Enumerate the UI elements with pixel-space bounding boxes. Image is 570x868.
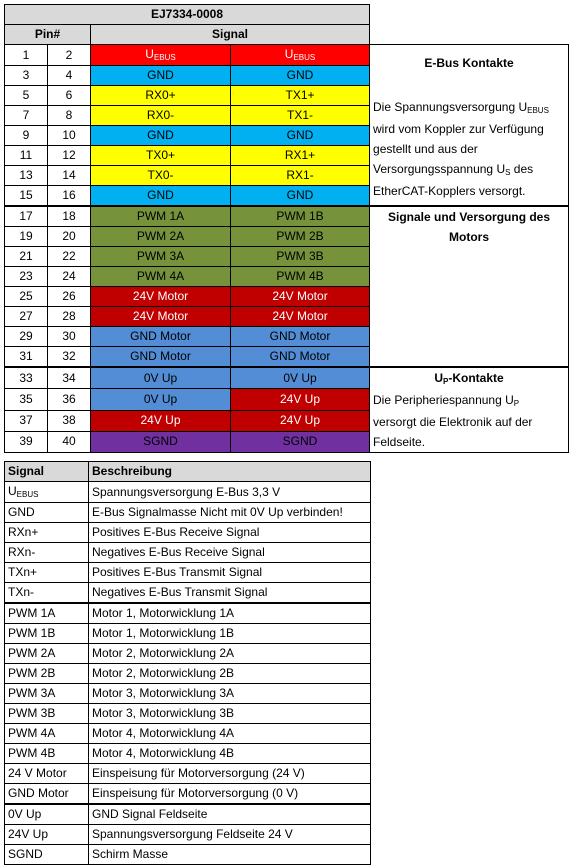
text-segment: SGND xyxy=(143,434,178,449)
text-segment: GND xyxy=(286,188,314,202)
signal-cell xyxy=(91,66,231,86)
desc-text-cell: Negatives E-Bus Receive Signal xyxy=(89,543,371,563)
pin-number: 9 xyxy=(5,126,48,146)
up-info-text xyxy=(373,390,565,452)
signal-cell xyxy=(91,86,231,106)
desc-row xyxy=(5,704,371,724)
signal-cell xyxy=(91,146,231,166)
text-segment: GND Motor xyxy=(269,349,331,363)
pin-number: 34 xyxy=(48,367,91,389)
desc-text-cell: Schirm Masse xyxy=(89,845,371,865)
text-segment: 24V Up xyxy=(279,413,321,428)
text-segment: PWM 3A xyxy=(136,249,185,263)
text-segment: 0V Up xyxy=(283,370,317,385)
text-segment: 24V Up xyxy=(279,391,321,406)
subscript: EBUS xyxy=(153,53,176,62)
pin-number: 36 xyxy=(48,389,91,410)
desc-text-cell: Motor 2, Motorwicklung 2B xyxy=(89,664,371,684)
signal-cell xyxy=(91,45,231,66)
desc-text-cell: Negatives E-Bus Transmit Signal xyxy=(89,583,371,604)
signal-cell xyxy=(91,431,231,452)
pin-number: 27 xyxy=(5,307,48,327)
text-segment: RX0+ xyxy=(145,88,176,102)
signal-cell xyxy=(91,166,231,186)
text-segment: 24V Up xyxy=(8,827,49,841)
text-segment: GND Motor xyxy=(130,349,191,363)
desc-row xyxy=(5,684,371,704)
motor-info-cell xyxy=(370,206,569,367)
text-segment: GND xyxy=(147,188,174,202)
signal-cell xyxy=(91,227,231,247)
pin-number: 25 xyxy=(5,287,48,307)
text-segment: versorgt die Elektronik auf der Feldseite. xyxy=(373,415,533,449)
pin-number: 3 xyxy=(5,66,48,86)
text-segment: GND xyxy=(286,68,314,82)
signal-cell xyxy=(231,126,370,146)
desc-signal-cell xyxy=(5,644,89,664)
desc-row xyxy=(5,825,371,845)
signal-cell xyxy=(91,410,231,431)
desc-text-cell: GND Signal Feldseite xyxy=(89,804,371,825)
desc-signal-cell xyxy=(5,804,89,825)
text-segment: GND xyxy=(147,68,174,82)
pin-number: 28 xyxy=(48,307,91,327)
pin-number: 20 xyxy=(48,227,91,247)
signal-cell xyxy=(91,327,231,347)
pin-number: 35 xyxy=(5,389,48,410)
pin-number: 19 xyxy=(5,227,48,247)
signal-cell xyxy=(91,267,231,287)
pin-number: 17 xyxy=(5,206,48,227)
text-segment: GND xyxy=(147,128,174,142)
signal-cell xyxy=(91,307,231,327)
text-segment: TX0- xyxy=(147,168,174,182)
text-segment: 24V Up xyxy=(140,413,181,428)
text-segment: PWM 3B xyxy=(276,249,324,263)
desc-table-header-row xyxy=(5,462,371,482)
text-segment: PWM 1A xyxy=(8,606,56,620)
ebus-info-text xyxy=(373,97,565,201)
text-segment: RX1- xyxy=(286,168,314,182)
text-segment: U xyxy=(145,47,154,61)
text-segment: RX1+ xyxy=(284,148,316,162)
desc-signal-cell xyxy=(5,482,89,503)
desc-signal-cell xyxy=(5,603,89,624)
pin-row xyxy=(5,206,569,227)
subscript: P xyxy=(443,377,449,386)
ebus-info-title: E-Bus Kontakte xyxy=(424,56,514,70)
text-segment: GND Motor xyxy=(8,786,69,800)
text-segment: PWM 2A xyxy=(8,646,56,660)
desc-row xyxy=(5,664,371,684)
desc-text-cell: Spannungsversorgung E-Bus 3,3 V xyxy=(89,482,371,503)
desc-text-cell: Einspeisung für Motorversorgung (24 V) xyxy=(89,764,371,784)
pin-number: 23 xyxy=(5,267,48,287)
desc-row xyxy=(5,603,371,624)
desc-signal-header: Signal xyxy=(5,462,89,482)
text-segment: 24V Motor xyxy=(132,289,189,303)
pin-column-header: Pin# xyxy=(5,25,91,45)
signal-cell xyxy=(91,389,231,410)
text-segment: U xyxy=(434,371,443,385)
text-segment: RXn+ xyxy=(8,525,39,539)
desc-text-cell: Motor 1, Motorwicklung 1A xyxy=(89,603,371,624)
pin-number: 14 xyxy=(48,166,91,186)
desc-text-cell: Motor 4, Motorwicklung 4A xyxy=(89,724,371,744)
desc-text-cell: Motor 4, Motorwicklung 4B xyxy=(89,744,371,764)
text-segment: GND Motor xyxy=(130,329,191,343)
signal-cell xyxy=(231,389,370,410)
signal-cell xyxy=(231,431,370,452)
desc-row xyxy=(5,503,371,523)
text-segment: PWM 3B xyxy=(8,706,56,720)
text-segment: wird vom Koppler zur Verfügung gestellt und aus der Versorgungsspannung U xyxy=(373,122,544,176)
desc-signal-cell xyxy=(5,704,89,724)
desc-row xyxy=(5,724,371,744)
pin-assignment-table xyxy=(4,4,569,453)
desc-text-cell: Spannungsversorgung Feldseite 24 V xyxy=(89,825,371,845)
desc-signal-cell xyxy=(5,543,89,563)
text-segment: RX0- xyxy=(146,108,175,122)
desc-signal-cell xyxy=(5,563,89,583)
signal-cell xyxy=(231,287,370,307)
pin-table-header-row xyxy=(5,25,569,45)
pin-number: 13 xyxy=(5,166,48,186)
pin-row xyxy=(5,367,569,389)
signal-cell xyxy=(91,247,231,267)
pin-number: 8 xyxy=(48,106,91,126)
text-segment: TX1- xyxy=(287,108,314,122)
desc-row xyxy=(5,804,371,825)
text-segment: SGND xyxy=(8,847,43,861)
pin-number: 11 xyxy=(5,146,48,166)
pin-number: 4 xyxy=(48,66,91,86)
signal-cell xyxy=(231,347,370,368)
text-segment: Die Peripheriespannung U xyxy=(373,393,514,407)
pin-number: 31 xyxy=(5,347,48,368)
signal-cell xyxy=(91,186,231,207)
pin-table-title: EJ7334-0008 xyxy=(5,5,370,25)
motor-info-title: Signale und Versorgung des Motors xyxy=(388,210,551,244)
ebus-info-cell xyxy=(370,45,569,207)
signal-cell xyxy=(231,166,370,186)
signal-cell xyxy=(231,106,370,126)
text-segment: 24V Motor xyxy=(272,289,328,303)
desc-signal-cell xyxy=(5,784,89,805)
pin-number: 29 xyxy=(5,327,48,347)
signal-cell xyxy=(91,106,231,126)
up-info-title xyxy=(373,368,565,390)
pin-number: 37 xyxy=(5,410,48,431)
pin-number: 33 xyxy=(5,367,48,389)
signal-cell xyxy=(231,186,370,207)
text-segment: PWM 1B xyxy=(8,626,56,640)
text-segment: RXn- xyxy=(8,545,36,559)
signal-cell xyxy=(91,347,231,368)
pin-number: 30 xyxy=(48,327,91,347)
desc-signal-cell xyxy=(5,664,89,684)
subscript: EBUS xyxy=(293,53,316,62)
desc-row xyxy=(5,482,371,503)
desc-signal-cell xyxy=(5,624,89,644)
pin-number: 6 xyxy=(48,86,91,106)
text-segment: U xyxy=(284,47,294,61)
desc-text-cell: Motor 3, Motorwicklung 3B xyxy=(89,704,371,724)
pin-number: 21 xyxy=(5,247,48,267)
text-segment: GND xyxy=(286,128,314,142)
desc-text-cell: Positives E-Bus Transmit Signal xyxy=(89,563,371,583)
desc-row xyxy=(5,644,371,664)
text-segment: PWM 4A xyxy=(136,269,185,283)
desc-row xyxy=(5,523,371,543)
text-segment: 0V Up xyxy=(143,391,178,406)
subscript: EBUS xyxy=(16,490,39,499)
desc-row xyxy=(5,744,371,764)
text-segment: 24 V Motor xyxy=(8,766,67,780)
text-segment: PWM 1A xyxy=(136,209,185,223)
signal-cell xyxy=(91,206,231,227)
pin-number: 22 xyxy=(48,247,91,267)
pin-number: 5 xyxy=(5,86,48,106)
signal-cell xyxy=(231,367,370,389)
signal-cell xyxy=(231,410,370,431)
subscript: EBUS xyxy=(527,106,549,115)
pin-number: 32 xyxy=(48,347,91,368)
desc-row xyxy=(5,784,371,805)
text-segment: des EtherCAT-Kopplers versorgt. xyxy=(373,162,534,198)
pin-number: 10 xyxy=(48,126,91,146)
desc-signal-cell xyxy=(5,744,89,764)
text-segment: 0V Up xyxy=(143,370,178,385)
signal-cell xyxy=(231,307,370,327)
pin-table-title-row xyxy=(5,5,569,25)
desc-text-cell: Einspeisung für Motorversorgung (0 V) xyxy=(89,784,371,805)
text-segment: -Kontakte xyxy=(448,371,504,385)
desc-signal-cell xyxy=(5,523,89,543)
desc-text-cell: Motor 3, Motorwicklung 3A xyxy=(89,684,371,704)
text-segment: GND Motor xyxy=(269,329,331,343)
text-segment: PWM 4B xyxy=(8,746,56,760)
desc-text-cell: Motor 1, Motorwicklung 1B xyxy=(89,624,371,644)
pin-number: 18 xyxy=(48,206,91,227)
desc-signal-cell xyxy=(5,845,89,865)
text-segment: PWM 3A xyxy=(8,686,56,700)
text-segment: PWM 4B xyxy=(276,269,324,283)
pin-number: 7 xyxy=(5,106,48,126)
desc-text-cell: E-Bus Signalmasse Nicht mit 0V Up verbinden! xyxy=(89,503,371,523)
signal-cell xyxy=(231,206,370,227)
text-segment: 24V Motor xyxy=(132,309,189,323)
desc-text-cell: Positives E-Bus Receive Signal xyxy=(89,523,371,543)
pin-number: 26 xyxy=(48,287,91,307)
pin-number: 2 xyxy=(48,45,91,66)
signal-cell xyxy=(231,45,370,66)
pin-number: 15 xyxy=(5,186,48,207)
signal-description-table xyxy=(4,461,371,865)
signal-cell xyxy=(91,126,231,146)
desc-signal-cell xyxy=(5,503,89,523)
text-segment: GND xyxy=(8,505,35,519)
pin-number: 16 xyxy=(48,186,91,207)
signal-cell xyxy=(231,86,370,106)
text-segment: TXn- xyxy=(8,585,35,599)
desc-row xyxy=(5,845,371,865)
desc-text-cell: Motor 2, Motorwicklung 2A xyxy=(89,644,371,664)
text-segment: SGND xyxy=(282,434,318,449)
signal-cell xyxy=(231,66,370,86)
text-segment: TX1+ xyxy=(285,88,315,102)
text-segment: Die Spannungsversorgung U xyxy=(373,100,528,114)
desc-row xyxy=(5,583,371,604)
signal-cell xyxy=(231,227,370,247)
desc-signal-cell xyxy=(5,583,89,604)
signal-cell xyxy=(231,146,370,166)
pin-number: 1 xyxy=(5,45,48,66)
text-segment: U xyxy=(8,484,17,498)
pin-number: 38 xyxy=(48,410,91,431)
desc-signal-cell xyxy=(5,684,89,704)
desc-row xyxy=(5,563,371,583)
signal-cell xyxy=(91,367,231,389)
signal-cell xyxy=(231,247,370,267)
desc-signal-cell xyxy=(5,764,89,784)
desc-signal-cell xyxy=(5,724,89,744)
text-segment: 24V Motor xyxy=(272,309,328,323)
pin-number: 12 xyxy=(48,146,91,166)
up-info-cell xyxy=(370,367,569,453)
desc-row xyxy=(5,624,371,644)
desc-row xyxy=(5,764,371,784)
text-segment: PWM 2A xyxy=(136,229,185,243)
text-segment: PWM 2B xyxy=(276,229,324,243)
text-segment: PWM 1B xyxy=(276,209,324,223)
signal-column-header: Signal xyxy=(91,25,370,45)
text-segment: PWM 4A xyxy=(8,726,56,740)
text-segment: TXn+ xyxy=(8,565,38,579)
desc-row xyxy=(5,543,371,563)
pin-number: 40 xyxy=(48,431,91,452)
signal-cell xyxy=(231,267,370,287)
pin-row xyxy=(5,45,569,66)
text-segment: PWM 2B xyxy=(8,666,56,680)
text-segment: TX0+ xyxy=(145,148,175,162)
desc-signal-cell xyxy=(5,825,89,845)
signal-cell xyxy=(91,287,231,307)
desc-description-header: Beschreibung xyxy=(89,462,371,482)
signal-cell xyxy=(231,327,370,347)
pin-number: 24 xyxy=(48,267,91,287)
subscript: S xyxy=(505,168,511,177)
subscript: P xyxy=(513,399,520,408)
pin-number: 39 xyxy=(5,431,48,452)
text-segment: 0V Up xyxy=(8,807,42,821)
